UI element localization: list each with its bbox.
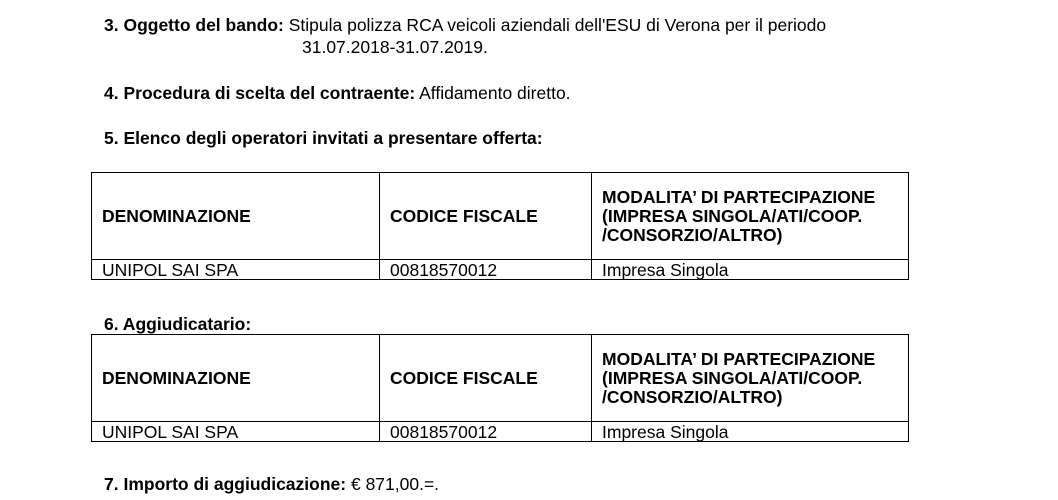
section-oggetto-text: Stipula polizza RCA veicoli aziendali dell'ESU di Verona per il periodo [283, 15, 827, 35]
cell-codice-fiscale: 00818570012 [380, 422, 592, 442]
cell-denominazione: UNIPOL SAI SPA [92, 260, 380, 280]
section-oggetto-label: 3. Oggetto del bando: [104, 15, 284, 35]
section-procedura-text: Affidamento diretto. [415, 83, 571, 103]
header-denominazione: DENOMINAZIONE [92, 335, 380, 422]
section-aggiudicatario [104, 313, 251, 335]
header-codice-fiscale: CODICE FISCALE [380, 173, 592, 260]
cell-modalita: Impresa Singola [592, 422, 909, 442]
section-aggiudicatario-label: 6. Aggiudicatario: [104, 314, 252, 334]
section-elenco-label: 5. Elenco degli operatori invitati a presentare offerta: [104, 128, 543, 148]
cell-modalita: Impresa Singola [592, 260, 909, 280]
section-oggetto [104, 14, 826, 36]
table-header-row [92, 173, 909, 260]
section-importo-text: € 871,00.=. [346, 474, 440, 494]
section-procedura-label: 4. Procedura di scelta del contraente: [104, 83, 416, 103]
table-header-row [92, 335, 909, 422]
section-importo-label: 7. Importo di aggiudicazione: [104, 474, 347, 494]
header-modalita: MODALITA’ DI PARTECIPAZIONE (IMPRESA SINGOLA/ATI/COOP. /CONSORZIO/ALTRO) [592, 335, 909, 422]
header-denominazione: DENOMINAZIONE [92, 173, 380, 260]
table-row [92, 260, 909, 280]
section-importo [104, 473, 439, 495]
aggiudicatario-table [91, 334, 909, 442]
section-elenco [104, 127, 543, 149]
section-oggetto-continuation: 31.07.2018-31.07.2019. [302, 37, 488, 57]
table-row [92, 422, 909, 442]
operatori-invitati-table [91, 172, 909, 280]
header-codice-fiscale: CODICE FISCALE [380, 335, 592, 422]
header-modalita: MODALITA’ DI PARTECIPAZIONE (IMPRESA SINGOLA/ATI/COOP. /CONSORZIO/ALTRO) [592, 173, 909, 260]
cell-denominazione: UNIPOL SAI SPA [92, 422, 380, 442]
cell-codice-fiscale: 00818570012 [380, 260, 592, 280]
section-procedura [104, 82, 571, 104]
